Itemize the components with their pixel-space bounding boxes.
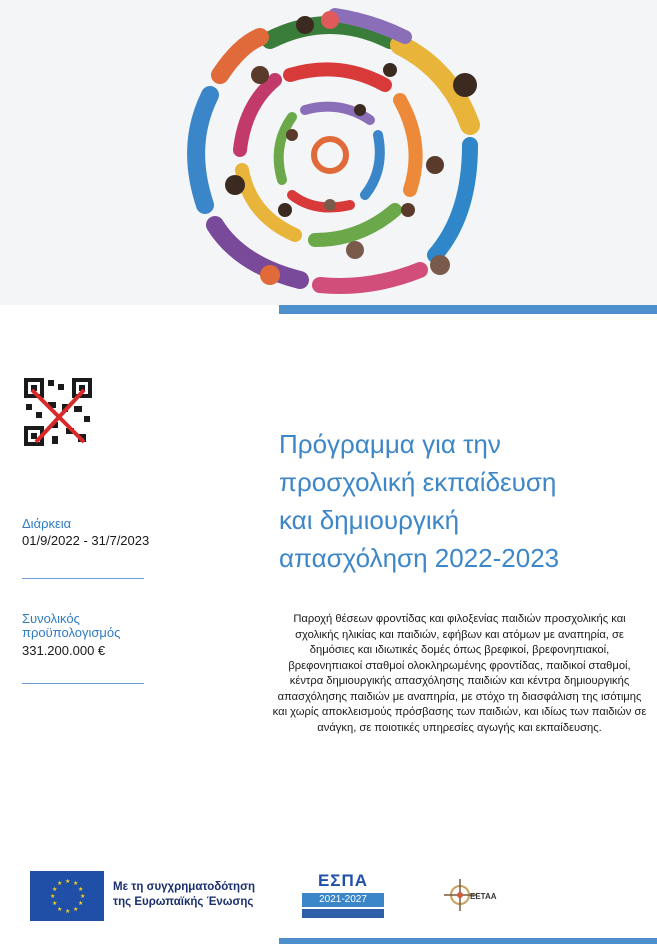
divider <box>22 578 144 579</box>
espa-title: ΕΣΠΑ <box>317 871 369 890</box>
budget-label-line2: προϋπολογισμός <box>22 625 121 640</box>
svg-text:★: ★ <box>52 900 58 907</box>
title-line-2: προσχολική εκπαίδευση <box>279 467 557 497</box>
svg-text:★: ★ <box>80 893 86 900</box>
svg-text:★: ★ <box>73 906 79 913</box>
svg-text:★: ★ <box>78 900 84 907</box>
eu-cofunding-text <box>113 880 255 910</box>
svg-text:★: ★ <box>78 886 84 893</box>
budget-value: 331.200.000 € <box>22 643 106 658</box>
budget-label-line1: Συνολικός <box>22 611 80 626</box>
svg-text:★: ★ <box>73 880 79 887</box>
svg-text:★: ★ <box>52 886 58 893</box>
espa-years: 2021-2027 <box>319 894 367 905</box>
eu-text-line1: Με τη συγχρηματοδότηση <box>113 881 255 893</box>
program-description: Παροχή θέσεων φροντίδας και φιλοξενίας παιδιών προσχολικής και σχολικής ηλικίας και παιδιών, εφήβων και ατόμων με αναπηρία, σε δημόσιες και ιδιωτικές δομές όπως βρεφικοί, βρεφονηπιακοί, βρεφονηπιακοί σταθμοί ολοκληρωμένης φροντίδας, παιδικοί σταθμοί, κέντρα δημιουργικής απασχόλησης παιδιών και κέντρα δημιουργικής απασχόλησης παιδιών με αναπηρία, με στόχο τη διασφάλιση της ισότιμης και χωρίς αποκλεισμούς πρόσβασης των παιδιών, και ιδίως των παιδιών σε ανάγκη, σε ποιοτικές υπηρεσίες αγωγής και εκπαίδευσης. <box>272 613 647 734</box>
page-title <box>279 425 639 577</box>
svg-text:★: ★ <box>50 893 56 900</box>
svg-text:★: ★ <box>65 878 71 885</box>
bottom-accent-bar <box>279 938 657 944</box>
title-line-1: Πρόγραμμα για την <box>279 429 501 459</box>
divider <box>22 683 144 684</box>
hero-accent-bar <box>279 305 657 314</box>
title-line-4: απασχόληση 2022-2023 <box>279 543 560 573</box>
svg-text:★: ★ <box>65 908 71 915</box>
espa-band-secondary <box>302 909 384 918</box>
duration-label: Διάρκεια <box>22 516 72 531</box>
duration-value: 01/9/2022 - 31/7/2023 <box>22 533 150 548</box>
svg-text:★: ★ <box>57 880 63 887</box>
qr-code-icon[interactable] <box>22 376 94 448</box>
people-circle-illustration <box>0 0 657 305</box>
svg-text:★: ★ <box>57 906 63 913</box>
eu-text-line2: της Ευρωπαϊκής Ένωσης <box>113 896 254 908</box>
title-line-3: και δημιουργική <box>279 505 460 535</box>
eu-flag-icon <box>30 871 104 921</box>
hero-illustration <box>0 0 657 305</box>
eetaa-text: ΕΕΤΑΑ <box>470 892 497 901</box>
